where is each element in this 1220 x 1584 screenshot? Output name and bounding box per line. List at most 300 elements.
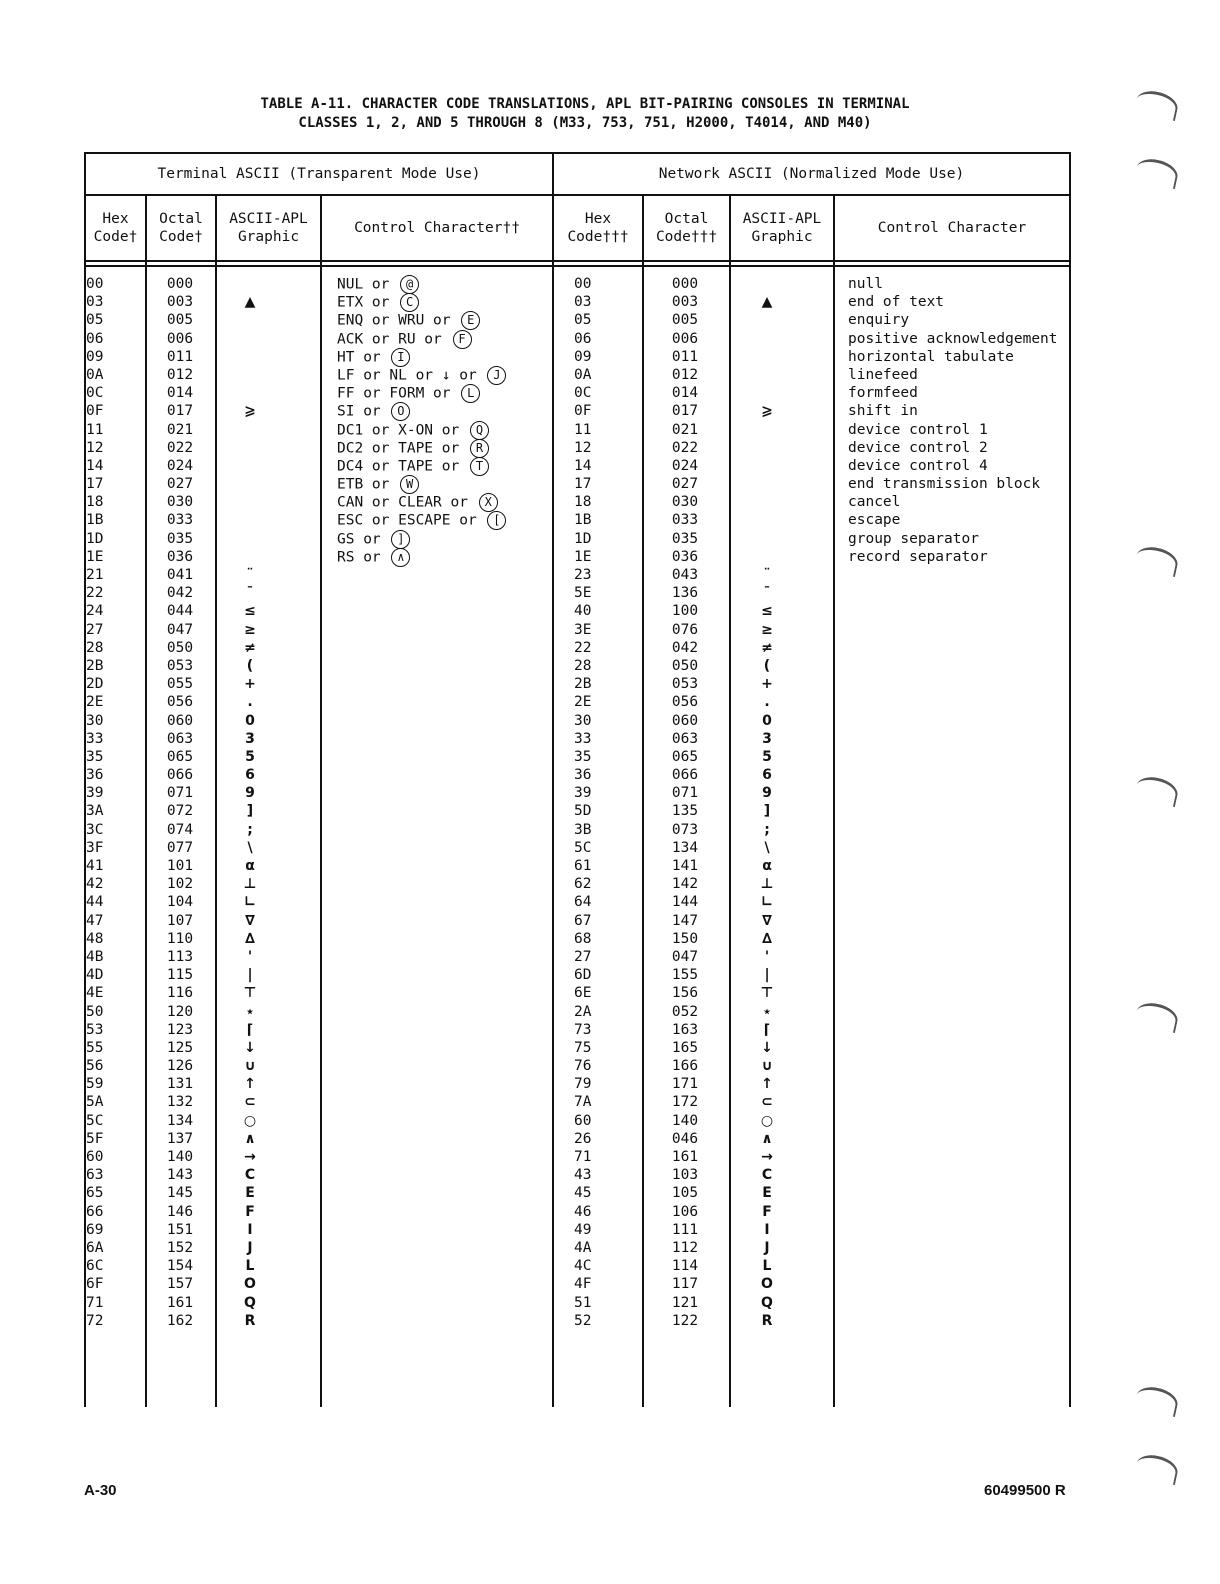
circled-key-icon: R [470,439,489,458]
network-graphic-cell: | [764,967,770,984]
terminal-graphic-cell: I [247,1221,253,1238]
terminal-hex-cell: 36 [86,767,104,784]
terminal-octal-cell: 024 [166,457,194,474]
column-network-hex [574,275,614,1330]
terminal-graphic-cell: ∇ [245,912,255,929]
network-hex-cell: 11 [574,421,592,438]
network-hex-cell: 6D [574,967,592,984]
terminal-graphic-cell: \ [247,839,253,856]
binding-mark [1134,1000,1180,1033]
network-graphic-cell: ∧ [761,1130,773,1147]
terminal-graphic-cell: ⩾ [244,403,256,420]
network-graphic-cell [747,439,787,457]
terminal-hex-cell: 6A [86,1239,104,1256]
network-graphic-cell: ⊥ [760,876,774,893]
terminal-graphic-cell: R [244,1312,256,1329]
terminal-graphic-cell [230,384,270,402]
binding-mark [1134,156,1180,189]
terminal-control-cell [337,311,547,329]
terminal-graphic-cell: ' [247,948,253,965]
network-control-cell: end of text [848,294,945,311]
terminal-control-cell [337,293,547,311]
circled-key-icon: C [400,293,419,312]
terminal-graphic-cell: ≥ [244,621,256,638]
terminal-hex-cell: 03 [86,294,104,311]
terminal-octal-cell: 006 [166,330,194,347]
terminal-graphic-cell: F [245,1203,255,1220]
terminal-graphic-cell: ∧ [244,1130,256,1147]
network-graphic-cell: 5 [762,748,772,765]
terminal-graphic-cell: ⊂ [244,1094,256,1111]
col-divider-2 [215,194,217,1407]
terminal-graphic-cell [230,348,270,366]
control-mnemonic: HT or [337,349,390,366]
network-graphic-cell [747,330,787,348]
circled-key-icon: [ [487,511,506,530]
network-octal-cell: 163 [671,1021,699,1038]
network-control-cell: device control 2 [848,439,988,456]
network-graphic-cell: + [761,676,773,693]
network-hex-cell: 73 [574,1021,592,1038]
terminal-hex-cell: 1D [86,530,104,547]
terminal-octal-cell: 116 [166,985,194,1002]
terminal-hex-cell: 11 [86,421,104,438]
terminal-hex-cell: 69 [86,1221,104,1238]
column-network-control [848,275,1068,566]
terminal-octal-cell: 036 [166,548,194,565]
terminal-hex-cell: 18 [86,494,104,511]
column-terminal-hex [86,275,126,1330]
terminal-octal-cell: 151 [166,1221,194,1238]
network-graphic-cell: ; [764,821,770,838]
header-net-octal-code: Octal Code††† [655,211,718,245]
col-divider-1 [145,194,147,1407]
network-octal-cell: 172 [671,1094,699,1111]
terminal-octal-cell: 066 [166,767,194,784]
table-title-line-2: CLASSES 1, 2, AND 5 THROUGH 8 (M33, 753, 751, H2000, T4014, AND M40) [298,115,872,131]
circled-key-icon: ∧ [391,548,410,567]
network-graphic-cell: Q [761,1294,773,1311]
terminal-hex-cell: 06 [86,330,104,347]
network-graphic-cell: α [762,858,772,874]
network-octal-cell: 024 [671,457,699,474]
terminal-octal-cell: 134 [166,1112,194,1129]
terminal-octal-cell: 022 [166,439,194,456]
terminal-graphic-cell: 3 [245,730,255,747]
column-network-graphic [747,275,787,1330]
terminal-hex-cell: 44 [86,894,104,911]
network-octal-cell: 141 [671,858,699,874]
terminal-graphic-cell: α [245,858,255,874]
network-hex-cell: 5C [574,839,592,856]
network-hex-cell: 0F [574,403,592,420]
network-hex-cell: 39 [574,785,592,802]
group-header-terminal: Terminal ASCII (Transparent Mode Use) [157,165,481,182]
terminal-control-cell [337,530,547,548]
terminal-hex-cell: 00 [86,276,104,292]
terminal-graphic-cell: ] [246,803,254,820]
control-mnemonic: GS or [337,531,390,548]
control-mnemonic: FF or FORM or [337,385,460,402]
network-hex-cell: 61 [574,858,592,874]
network-hex-cell: 51 [574,1294,592,1311]
network-graphic-cell: J [764,1239,770,1256]
network-hex-cell: 23 [574,567,592,583]
terminal-hex-cell: 48 [86,930,104,947]
terminal-octal-cell: 162 [166,1312,194,1329]
terminal-hex-cell: 28 [86,639,104,656]
network-graphic-cell: 0 [762,712,772,729]
network-hex-cell: 5D [574,803,592,820]
network-graphic-cell [747,311,787,329]
network-graphic-cell: ⊂ [761,1094,773,1111]
terminal-hex-cell: 4E [86,985,104,1002]
terminal-hex-cell: 09 [86,348,104,365]
network-octal-cell: 112 [671,1239,699,1256]
terminal-graphic-cell [230,311,270,329]
network-hex-cell: 76 [574,1058,592,1075]
network-hex-cell: 45 [574,1185,592,1202]
terminal-octal-cell: 027 [166,476,194,493]
terminal-graphic-cell [230,366,270,384]
network-hex-cell: 18 [574,494,592,511]
network-hex-cell: 5E [574,585,592,602]
network-hex-cell: 05 [574,312,592,329]
terminal-hex-cell: 3F [86,839,104,856]
terminal-hex-cell: 33 [86,730,104,747]
network-graphic-cell: ⩾ [761,403,773,420]
network-graphic-cell: ≠ [761,639,773,656]
control-mnemonic: ETB or [337,476,399,493]
network-octal-cell: 003 [671,294,699,311]
network-control-cell: horizontal tabulate [848,348,1014,365]
network-octal-cell: 021 [671,421,699,438]
terminal-octal-cell: 011 [166,348,194,365]
terminal-graphic-cell: ⌈ [246,1021,254,1038]
terminal-hex-cell: 55 [86,1039,104,1056]
network-graphic-cell [747,548,787,566]
network-octal-cell: 022 [671,439,699,456]
terminal-octal-cell: 101 [166,858,194,874]
network-octal-cell: 053 [671,676,699,693]
page-number: A-30 [84,1482,117,1499]
network-octal-cell: 000 [671,276,699,292]
network-graphic-cell: ∪ [761,1058,773,1075]
terminal-hex-cell: 4D [86,967,104,984]
terminal-graphic-cell [230,330,270,348]
terminal-graphic-cell [230,275,270,293]
network-graphic-cell: ∟ [761,894,773,911]
network-hex-cell: 1D [574,530,592,547]
terminal-hex-cell: 5F [86,1130,104,1147]
terminal-graphic-cell: C [244,1167,256,1184]
terminal-hex-cell: 0A [86,366,104,383]
terminal-hex-cell: 65 [86,1185,104,1202]
terminal-hex-cell: 47 [86,912,104,929]
terminal-control-cell [337,402,547,420]
network-graphic-cell: O [761,1276,773,1293]
network-graphic-cell: ○ [760,1112,774,1129]
col-divider-3 [320,194,322,1407]
terminal-octal-cell: 047 [166,621,194,638]
network-graphic-cell: ∇ [762,912,772,929]
terminal-octal-cell: 012 [166,366,194,383]
terminal-octal-cell: 003 [166,294,194,311]
network-graphic-cell [747,457,787,475]
network-graphic-cell: ⊤ [760,985,774,1002]
terminal-graphic-cell [230,439,270,457]
binding-mark [1134,1384,1180,1417]
terminal-octal-cell: 152 [166,1239,194,1256]
terminal-graphic-cell [230,457,270,475]
terminal-octal-cell: 055 [166,676,194,693]
terminal-hex-cell: 39 [86,785,104,802]
network-graphic-cell: F [762,1203,772,1220]
network-octal-cell: 066 [671,767,699,784]
terminal-graphic-cell: 6 [245,767,255,784]
terminal-graphic-cell: ∆ [245,930,255,947]
terminal-hex-cell: 72 [86,1312,104,1329]
terminal-hex-cell: 05 [86,312,104,329]
terminal-hex-cell: 1B [86,512,104,529]
terminal-graphic-cell: ○ [243,1112,257,1129]
network-hex-cell: 1B [574,512,592,529]
network-hex-cell: 35 [574,748,592,765]
terminal-graphic-cell [230,493,270,511]
network-octal-cell: 111 [671,1221,699,1238]
terminal-graphic-cell: | [247,967,253,984]
circled-key-icon: ] [391,530,410,549]
terminal-graphic-cell: → [244,1149,256,1165]
network-octal-cell: 071 [671,785,699,802]
network-graphic-cell: \ [764,839,770,856]
terminal-octal-cell: 137 [166,1130,194,1147]
terminal-hex-cell: 6F [86,1276,104,1293]
terminal-octal-cell: 042 [166,585,194,602]
terminal-octal-cell: 033 [166,512,194,529]
terminal-octal-cell: 157 [166,1276,194,1293]
network-graphic-cell [747,348,787,366]
network-graphic-cell [747,366,787,384]
control-mnemonic: DC1 or X-ON or [337,422,468,438]
column-terminal-graphic [230,275,270,1330]
network-hex-cell: 46 [574,1203,592,1220]
terminal-hex-cell: 41 [86,858,104,874]
terminal-hex-cell: 6C [86,1258,104,1275]
terminal-octal-cell: 041 [166,567,194,583]
terminal-octal-cell: 063 [166,730,194,747]
terminal-octal-cell: 120 [166,1003,194,1020]
network-octal-cell: 156 [671,985,699,1002]
network-graphic-cell [747,493,787,511]
network-graphic-cell: ' [764,948,770,965]
terminal-hex-cell: 17 [86,476,104,493]
network-graphic-cell: ∆ [762,930,772,947]
terminal-graphic-cell: 0 [245,712,255,729]
network-hex-cell: 22 [574,639,592,656]
network-octal-cell: 005 [671,312,699,329]
terminal-graphic-cell: ▲ [244,294,256,311]
terminal-octal-cell: 123 [166,1021,194,1038]
network-octal-cell: 046 [671,1130,699,1147]
terminal-octal-cell: 115 [166,967,194,984]
network-hex-cell: 30 [574,712,592,729]
network-control-cell: positive acknowledgement [848,330,1058,347]
terminal-graphic-cell: ⊤ [243,985,257,1002]
terminal-octal-cell: 077 [166,839,194,856]
network-octal-cell: 171 [671,1076,699,1093]
network-octal-cell: 042 [671,639,699,656]
network-control-cell: enquiry [848,312,910,329]
circled-key-icon: Q [470,421,489,440]
network-graphic-cell: 9 [762,785,772,802]
control-mnemonic: ENQ or WRU or [337,312,460,329]
column-terminal-control [337,275,547,566]
network-octal-cell: 065 [671,748,699,765]
terminal-hex-cell: 21 [86,567,104,583]
terminal-control-cell [337,275,547,293]
network-hex-cell: 2A [574,1003,592,1020]
terminal-octal-cell: 072 [166,803,194,820]
header-net-control-character: Control Character [877,220,1027,236]
terminal-graphic-cell: . [247,694,253,711]
header-net-hex-code: Hex Code††† [567,211,629,245]
terminal-control-cell [337,511,547,529]
terminal-hex-cell: 0C [86,385,104,402]
terminal-hex-cell: 0F [86,403,104,420]
control-mnemonic: ETX or [337,294,399,311]
network-octal-cell: 100 [671,603,699,620]
terminal-graphic-cell: ( [246,657,254,674]
network-control-cell: linefeed [848,366,918,383]
terminal-graphic-cell [230,511,270,529]
network-octal-cell: 073 [671,821,699,838]
network-hex-cell: 26 [574,1130,592,1147]
network-hex-cell: 71 [574,1149,592,1165]
network-hex-cell: 12 [574,439,592,456]
terminal-graphic-cell: ¯ [246,585,254,602]
terminal-hex-cell: 42 [86,876,104,893]
network-graphic-cell: 3 [762,730,772,747]
network-octal-cell: 155 [671,967,699,984]
terminal-hex-cell: 63 [86,1167,104,1184]
terminal-hex-cell: 71 [86,1294,104,1311]
control-mnemonic: RS or [337,549,390,566]
network-octal-cell: 114 [671,1258,699,1275]
network-hex-cell: 60 [574,1112,592,1129]
network-control-cell: cancel [848,494,901,511]
terminal-octal-cell: 126 [166,1058,194,1075]
network-control-cell: shift in [848,403,918,420]
header-octal-code: Octal Code† [159,211,203,245]
network-hex-cell: 09 [574,348,592,365]
network-graphic-cell: ( [763,657,771,674]
network-hex-cell: 40 [574,603,592,620]
terminal-octal-cell: 035 [166,530,194,547]
network-octal-cell: 166 [671,1058,699,1075]
terminal-control-cell [337,493,547,511]
network-graphic-cell: L [762,1258,772,1275]
network-control-cell: escape [848,512,901,529]
terminal-graphic-cell [230,530,270,548]
network-graphic-cell: → [761,1149,773,1165]
terminal-control-cell [337,439,547,457]
network-graphic-cell: ] [763,803,771,820]
network-graphic-cell: . [764,694,770,711]
network-hex-cell: 4A [574,1239,592,1256]
network-graphic-cell: ≤ [761,603,773,620]
terminal-octal-cell: 143 [166,1167,194,1184]
network-octal-cell: 165 [671,1039,699,1056]
terminal-control-cell [337,330,547,348]
network-hex-cell: 3B [574,821,592,838]
network-hex-cell: 68 [574,930,592,947]
terminal-hex-cell: 5A [86,1094,104,1111]
control-mnemonic: SI or [337,403,390,420]
terminal-graphic-cell: L [245,1258,255,1275]
terminal-hex-cell: 2E [86,694,104,711]
terminal-octal-cell: 102 [166,876,194,893]
network-graphic-cell: ≥ [761,621,773,638]
terminal-octal-cell: 056 [166,694,194,711]
network-graphic-cell: I [764,1221,770,1238]
circled-key-icon: E [461,311,480,330]
terminal-hex-cell: 3C [86,821,104,838]
binding-mark [1134,774,1180,807]
terminal-octal-cell: 113 [166,948,194,965]
network-graphic-cell [747,421,787,439]
terminal-octal-cell: 161 [166,1294,194,1311]
terminal-hex-cell: 50 [86,1003,104,1020]
terminal-hex-cell: 30 [86,712,104,729]
terminal-octal-cell: 154 [166,1258,194,1275]
document-number: 60499500 R [984,1482,1066,1499]
terminal-octal-cell: 131 [166,1076,194,1093]
network-octal-cell: 017 [671,403,699,420]
network-graphic-cell [747,530,787,548]
network-octal-cell: 161 [671,1149,699,1165]
network-hex-cell: 64 [574,894,592,911]
network-hex-cell: 6E [574,985,592,1002]
terminal-control-cell [337,457,547,475]
network-hex-cell: 03 [574,294,592,311]
control-mnemonic: NUL or [337,276,399,293]
group-divider [552,152,554,1407]
terminal-hex-cell: 3A [86,803,104,820]
network-octal-cell: 011 [671,348,699,365]
network-graphic-cell: ↑ [761,1076,773,1093]
network-hex-cell: 00 [574,276,592,292]
network-hex-cell: 4F [574,1276,592,1293]
terminal-graphic-cell [230,475,270,493]
network-octal-cell: 150 [671,930,699,947]
network-graphic-cell: 6 [762,767,772,784]
circled-key-icon: T [470,457,489,476]
binding-mark [1134,544,1180,577]
terminal-octal-cell: 021 [166,421,194,438]
control-mnemonic: ESC or ESCAPE or [337,512,486,529]
control-mnemonic: CAN or CLEAR or [337,494,477,511]
terminal-hex-cell: 12 [86,439,104,456]
terminal-hex-cell: 66 [86,1203,104,1220]
network-octal-cell: 050 [671,657,699,674]
terminal-graphic-cell: ≠ [244,639,256,656]
network-octal-cell: 117 [671,1276,699,1293]
terminal-hex-cell: 14 [86,457,104,474]
terminal-hex-cell: 24 [86,603,104,620]
network-octal-cell: 147 [671,912,699,929]
terminal-graphic-cell: ∟ [244,894,256,911]
